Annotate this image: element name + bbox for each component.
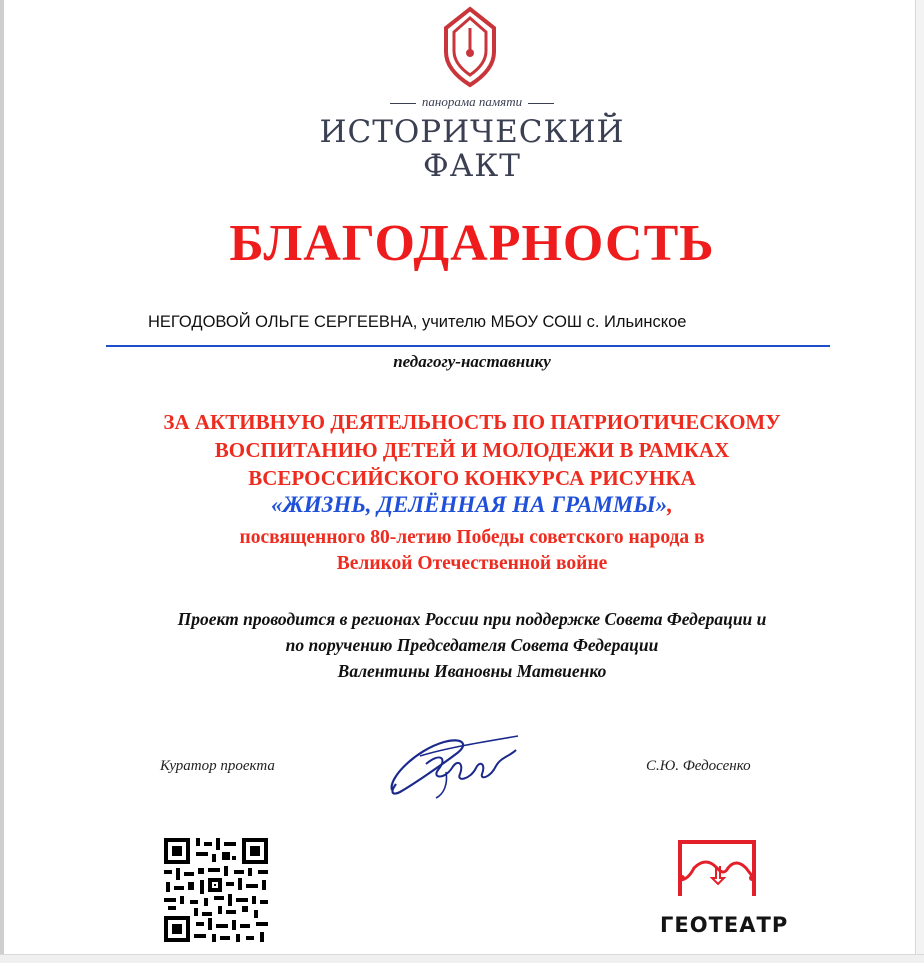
tagline-text: панорама памяти bbox=[421, 94, 523, 109]
brand-name-line1: ИСТОРИЧЕСКИЙ bbox=[319, 114, 625, 150]
tagline-dash-left bbox=[390, 103, 416, 104]
dedication-line: посвященного 80-летию Победы советского народа в bbox=[239, 527, 705, 548]
contest-name bbox=[0, 492, 924, 518]
certificate-title: БЛАГОДАРНОСТЬ bbox=[229, 215, 715, 272]
contest-comma: , bbox=[667, 492, 673, 517]
project-line: по поручению Председателя Совета Федерации bbox=[285, 635, 659, 655]
project-line: Валентины Ивановны Матвиенко bbox=[337, 661, 607, 681]
brand-tagline bbox=[0, 94, 924, 110]
reason-line: ВОСПИТАНИЮ ДЕТЕЙ И МОЛОДЕЖИ В РАМКАХ bbox=[214, 438, 730, 462]
reason-line: ЗА АКТИВНУЮ ДЕЯТЕЛЬНОСТЬ ПО ПАТРИОТИЧЕСКОМУ bbox=[163, 410, 781, 434]
tagline-dash-right bbox=[528, 103, 554, 104]
recipient-name: НЕГОДОВОЙ ОЛЬГЕ СЕРГЕЕВНА, учителю МБОУ СОШ с. Ильинское bbox=[148, 313, 687, 331]
shield-icon bbox=[439, 6, 501, 88]
dedication-line: Великой Отечественной войне bbox=[336, 553, 608, 574]
recipient-role: педагогу-наставнику bbox=[393, 352, 551, 371]
project-note bbox=[0, 606, 924, 684]
qr-code bbox=[164, 838, 268, 942]
reason-line: ВСЕРОССИЙСКОГО КОНКУРСА РИСУНКА bbox=[248, 466, 696, 490]
curator-name: С.Ю. Федосенко bbox=[646, 758, 751, 774]
dedication-text bbox=[0, 525, 924, 577]
partner-name: ГЕОТЕАТР bbox=[660, 913, 789, 937]
project-line: Проект проводится в регионах России при поддержке Совета Федерации и bbox=[177, 609, 767, 629]
brand-name-line2: ФАКТ bbox=[423, 148, 521, 184]
signature-image bbox=[386, 728, 524, 800]
recipient-underline bbox=[106, 345, 830, 347]
viewer-bottom-edge bbox=[0, 954, 924, 963]
curator-label: Куратор проекта bbox=[160, 758, 275, 774]
geoteatr-logo bbox=[672, 838, 762, 908]
reason-text bbox=[0, 408, 924, 492]
contest-title: «ЖИЗНЬ, ДЕЛЁННАЯ НА ГРАММЫ» bbox=[271, 492, 668, 517]
